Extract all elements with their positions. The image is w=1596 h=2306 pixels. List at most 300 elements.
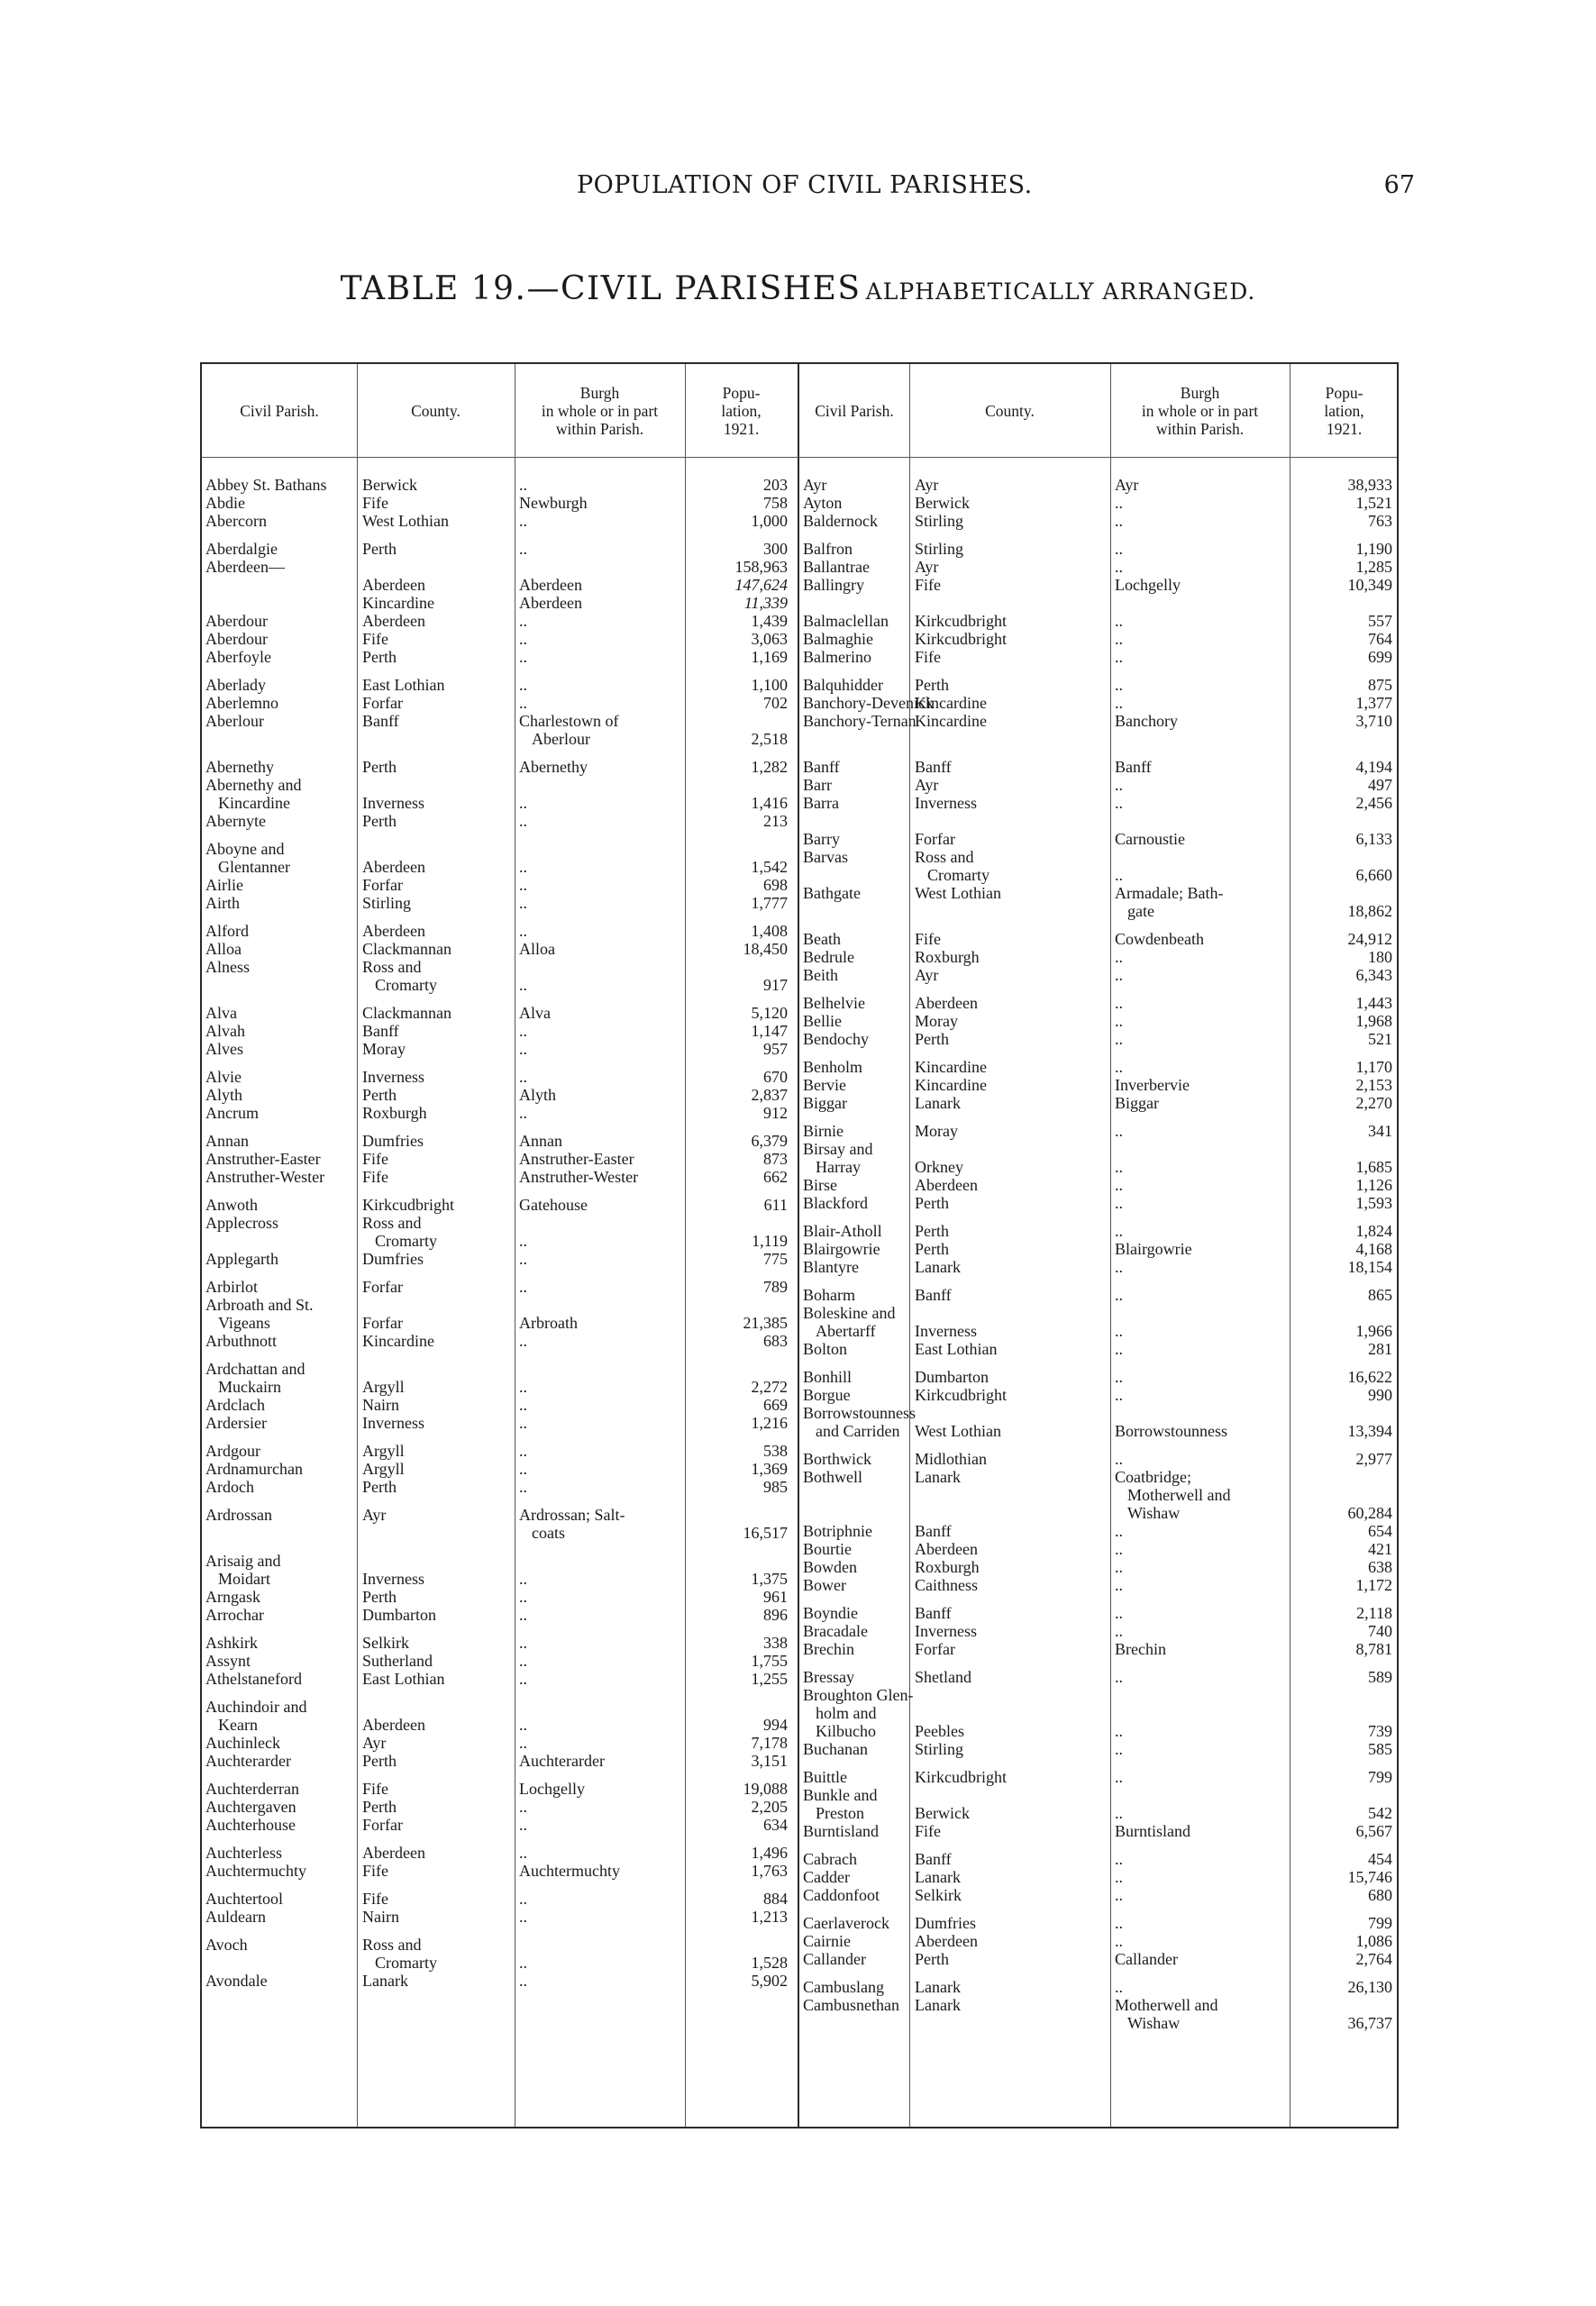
cell-burgh: ..: [1115, 494, 1123, 512]
table-row: [799, 1322, 1399, 1340]
cell-county: Kincardine: [915, 712, 987, 730]
cell-parish: Birse: [803, 1176, 837, 1194]
cell-population: 60,284: [1347, 1504, 1392, 1522]
table-row: [799, 676, 1399, 694]
table-row: [799, 1822, 1399, 1840]
cell-parish: Avoch: [205, 1936, 248, 1954]
table-row: [799, 612, 1399, 630]
cell-burgh: ..: [519, 676, 527, 694]
cell-parish: Ballantrae: [803, 558, 870, 576]
table-row: [202, 1734, 798, 1752]
cell-county: Perth: [362, 1478, 397, 1496]
cell-burgh: Anstruther-Easter: [519, 1150, 634, 1168]
cell-population: 669: [763, 1396, 788, 1414]
cell-population: 19,088: [743, 1780, 788, 1798]
cell-population: 662: [763, 1168, 788, 1186]
cell-population: 1,521: [1355, 494, 1392, 512]
cell-burgh: ..: [1115, 866, 1123, 884]
table-row: [799, 948, 1399, 966]
header-burgh: Burgh in whole or in part within Parish.: [1141, 384, 1259, 438]
cell-county: Moray: [362, 1040, 406, 1058]
cell-parish: Aberdeen—: [205, 558, 285, 576]
table-row: [799, 712, 1399, 730]
cell-parish: Biggar: [803, 1094, 847, 1112]
cell-parish: Vigeans: [218, 1314, 270, 1332]
cell-county: Moray: [915, 1122, 958, 1140]
cell-county: Forfar: [362, 1314, 403, 1332]
cell-burgh: ..: [1115, 1576, 1123, 1594]
cell-population: 764: [1368, 630, 1392, 648]
cell-population: 11,339: [743, 594, 788, 612]
cell-parish: Caerlaverock: [803, 1914, 889, 1932]
cell-burgh: ..: [1115, 1322, 1123, 1340]
cell-population: 875: [1368, 676, 1392, 694]
cell-burgh: ..: [519, 1606, 527, 1624]
cell-parish: Blackford: [803, 1194, 868, 1212]
cell-burgh: ..: [519, 476, 527, 494]
cell-burgh: Lochgelly: [1115, 576, 1181, 594]
cell-burgh: Coatbridge;: [1115, 1468, 1191, 1486]
cell-population: 763: [1368, 512, 1392, 530]
cell-parish: holm and: [816, 1704, 877, 1722]
cell-county: Clackmannan: [362, 1004, 451, 1022]
cell-burgh: ..: [519, 812, 527, 830]
cell-county: Inverness: [915, 794, 977, 812]
cell-parish: Bracadale: [803, 1622, 868, 1640]
cell-county: Clackmannan: [362, 940, 451, 958]
cell-burgh: Aberlour: [532, 730, 590, 748]
table-row: [799, 1304, 1399, 1322]
table-row: [799, 1804, 1399, 1822]
table-row: [799, 1404, 1399, 1422]
cell-burgh: ..: [1115, 558, 1123, 576]
cell-population: 281: [1368, 1340, 1392, 1358]
cell-burgh: ..: [1115, 1258, 1123, 1276]
table-row: [202, 630, 798, 648]
cell-parish: Abertarff: [816, 1322, 876, 1340]
cell-population: 775: [763, 1250, 788, 1268]
table-row: [202, 1104, 798, 1122]
cell-parish: Auchtermuchty: [205, 1862, 306, 1880]
cell-parish: Bonhill: [803, 1368, 853, 1386]
cell-burgh: ..: [1115, 1668, 1123, 1686]
cell-parish: Aberlemno: [205, 694, 278, 712]
cell-population: 1,763: [751, 1862, 788, 1880]
table-row: [799, 512, 1399, 530]
cell-county: Aberdeen: [362, 922, 425, 940]
cell-parish: Bower: [803, 1576, 846, 1594]
table-row: [202, 922, 798, 940]
cell-parish: Cambuslang: [803, 1978, 884, 1996]
cell-burgh: ..: [1115, 1386, 1123, 1404]
table-row: [202, 730, 798, 748]
cell-parish: Preston: [816, 1804, 864, 1822]
table-row: [202, 1168, 798, 1186]
cell-parish: Buchanan: [803, 1740, 868, 1758]
cell-burgh: ..: [519, 630, 527, 648]
table-row: [202, 576, 798, 594]
cell-county: Stirling: [915, 512, 964, 530]
cell-parish: Ardnamurchan: [205, 1460, 303, 1478]
cell-population: 994: [763, 1716, 788, 1734]
cell-county: Ayr: [362, 1506, 387, 1524]
cell-county: Forfar: [362, 876, 403, 894]
cell-parish: Ayton: [803, 494, 843, 512]
cell-parish: Alford: [205, 922, 249, 940]
table-row: [799, 1786, 1399, 1804]
table-row: [799, 1386, 1399, 1404]
table-title-main: TABLE 19.—CIVIL PARISHES: [340, 270, 862, 307]
cell-county: Aberdeen: [915, 1932, 978, 1950]
cell-burgh: ..: [519, 694, 527, 712]
table-row: [202, 1780, 798, 1798]
cell-burgh: ..: [1115, 540, 1123, 558]
cell-parish: Arbirlot: [205, 1278, 258, 1296]
cell-population: 1,369: [751, 1460, 788, 1478]
table-row: [202, 1752, 798, 1770]
cell-parish: Ardrossan: [205, 1506, 272, 1524]
table-row: [202, 1936, 798, 1954]
cell-burgh: ..: [519, 1442, 527, 1460]
parish-table: [200, 362, 1399, 2128]
cell-parish: Annan: [205, 1132, 249, 1150]
cell-county: Forfar: [362, 694, 403, 712]
cell-parish: Applecross: [205, 1214, 278, 1232]
cell-parish: Auchinleck: [205, 1734, 280, 1752]
table-row: [202, 1040, 798, 1058]
cell-population: 957: [763, 1040, 788, 1058]
cell-parish: Barr: [803, 776, 832, 794]
cell-county: Nairn: [362, 1396, 399, 1414]
cell-parish: Boyndie: [803, 1604, 858, 1622]
cell-burgh: ..: [519, 1478, 527, 1496]
cell-burgh: Newburgh: [519, 494, 588, 512]
cell-burgh: Anstruther-Wester: [519, 1168, 639, 1186]
cell-population: 13,394: [1347, 1422, 1392, 1440]
table-row: [202, 512, 798, 530]
cell-burgh: Auchterarder: [519, 1752, 605, 1770]
cell-population: 4,194: [1355, 758, 1392, 776]
header-population: Popu- lation, 1921.: [1324, 384, 1364, 438]
cell-burgh: ..: [519, 1588, 527, 1606]
table-row: [799, 1686, 1399, 1704]
table-row: [799, 576, 1399, 594]
cell-parish: Abernethy: [205, 758, 274, 776]
cell-parish: Aberdalgie: [205, 540, 278, 558]
table-row: [799, 1286, 1399, 1304]
page-header: [180, 171, 1415, 207]
cell-burgh: ..: [1115, 1286, 1123, 1304]
cell-population: 739: [1368, 1722, 1392, 1740]
cell-parish: Abercorn: [205, 512, 267, 530]
table-row: [799, 1704, 1399, 1722]
cell-burgh: Ayr: [1115, 476, 1139, 494]
cell-county: Forfar: [362, 1278, 403, 1296]
cell-county: Perth: [362, 1798, 397, 1816]
cell-county: Forfar: [915, 1640, 955, 1658]
table-row: [202, 648, 798, 666]
cell-parish: Ashkirk: [205, 1634, 258, 1652]
cell-county: Perth: [915, 1240, 949, 1258]
cell-burgh: Callander: [1115, 1950, 1178, 1968]
cell-population: 1,213: [751, 1908, 788, 1926]
cell-county: Cromarty: [927, 866, 990, 884]
cell-parish: Bressay: [803, 1668, 854, 1686]
cell-population: 1,169: [751, 648, 788, 666]
cell-county: Ross and: [362, 1936, 422, 1954]
cell-parish: Arbroath and St.: [205, 1296, 314, 1314]
cell-burgh: Lochgelly: [519, 1780, 585, 1798]
cell-burgh: ..: [519, 1670, 527, 1688]
table-row: [202, 1414, 798, 1432]
cell-burgh: ..: [1115, 1558, 1123, 1576]
table-row: [799, 1886, 1399, 1904]
cell-county: Kirkcudbright: [362, 1196, 454, 1214]
cell-burgh: Arbroath: [519, 1314, 578, 1332]
cell-county: East Lothian: [362, 1670, 445, 1688]
table-row: [799, 2014, 1399, 2032]
table-row: [202, 1862, 798, 1880]
cell-burgh: Ardrossan; Salt-: [519, 1506, 625, 1524]
cell-burgh: ..: [519, 1332, 527, 1350]
cell-population: 6,660: [1355, 866, 1392, 884]
cell-county: Dumfries: [362, 1132, 424, 1150]
cell-burgh: ..: [519, 922, 527, 940]
cell-county: East Lothian: [362, 676, 445, 694]
cell-county: Roxburgh: [915, 1558, 980, 1576]
table-title-sub: ALPHABETICALLY ARRANGED.: [865, 278, 1256, 305]
cell-population: 634: [763, 1816, 788, 1834]
cell-parish: Kincardine: [218, 794, 290, 812]
cell-parish: Balmaclellan: [803, 612, 889, 630]
cell-parish: Bowden: [803, 1558, 857, 1576]
cell-parish: Auchindoir and: [205, 1698, 307, 1716]
cell-county: Lanark: [915, 1468, 961, 1486]
cell-county: Perth: [362, 648, 397, 666]
cell-population: 341: [1368, 1122, 1392, 1140]
cell-parish: Borgue: [803, 1386, 851, 1404]
cell-population: 758: [763, 494, 788, 512]
cell-county: Forfar: [915, 830, 955, 848]
cell-burgh: ..: [519, 648, 527, 666]
table-row: [799, 1722, 1399, 1740]
cell-burgh: ..: [519, 1734, 527, 1752]
cell-population: 1,170: [1355, 1058, 1392, 1076]
cell-population: 1,282: [751, 758, 788, 776]
cell-county: Lanark: [915, 1996, 961, 2014]
table-row: [799, 1140, 1399, 1158]
cell-county: Fife: [362, 1168, 388, 1186]
cell-parish: and Carriden: [816, 1422, 900, 1440]
table-row: [202, 1314, 798, 1332]
table-row: [202, 1196, 798, 1214]
cell-county: Berwick: [915, 1804, 970, 1822]
cell-county: Inverness: [915, 1322, 977, 1340]
cell-burgh: ..: [1115, 676, 1123, 694]
cell-burgh: coats: [532, 1524, 565, 1542]
table-row: [799, 730, 1399, 748]
cell-burgh: ..: [1115, 994, 1123, 1012]
cell-county: Fife: [362, 1890, 388, 1908]
cell-parish: Blair-Atholl: [803, 1222, 882, 1240]
cell-burgh: ..: [1115, 1450, 1123, 1468]
cell-county: Perth: [362, 1752, 397, 1770]
cell-county: Ayr: [362, 1734, 387, 1752]
table-row: [799, 558, 1399, 576]
cell-county: Lanark: [915, 1258, 961, 1276]
cell-burgh: ..: [519, 1798, 527, 1816]
cell-population: 680: [1368, 1886, 1392, 1904]
cell-parish: Bunkle and: [803, 1786, 878, 1804]
cell-county: Cromarty: [375, 976, 437, 994]
cell-population: 180: [1368, 948, 1392, 966]
cell-population: 1,147: [751, 1022, 788, 1040]
cell-population: 16,517: [743, 1524, 788, 1542]
cell-population: 1,285: [1355, 558, 1392, 576]
cell-parish: Boharm: [803, 1286, 855, 1304]
table-row: [202, 1232, 798, 1250]
cell-burgh: ..: [519, 540, 527, 558]
table-row: [799, 1932, 1399, 1950]
cell-parish: Kearn: [218, 1716, 258, 1734]
cell-burgh: Armadale; Bath-: [1115, 884, 1224, 902]
cell-county: Argyll: [362, 1378, 405, 1396]
table-row: [799, 1450, 1399, 1468]
cell-burgh: ..: [519, 976, 527, 994]
cell-population: 542: [1368, 1804, 1392, 1822]
cell-population: 799: [1368, 1914, 1392, 1932]
cell-parish: Beath: [803, 930, 841, 948]
cell-burgh: ..: [519, 1414, 527, 1432]
cell-burgh: Wishaw: [1127, 2014, 1181, 2032]
cell-county: Roxburgh: [362, 1104, 427, 1122]
cell-burgh: ..: [1115, 1368, 1123, 1386]
cell-population: 1,216: [751, 1414, 788, 1432]
table-row: [202, 1250, 798, 1268]
cell-parish: Anwoth: [205, 1196, 258, 1214]
table-row: [799, 1468, 1399, 1486]
table-row: [799, 594, 1399, 612]
table-row: [799, 1668, 1399, 1686]
cell-county: Orkney: [915, 1158, 963, 1176]
cell-population: 912: [763, 1104, 788, 1122]
cell-burgh: Alloa: [519, 940, 555, 958]
cell-burgh: ..: [519, 512, 527, 530]
cell-burgh: ..: [1115, 1914, 1123, 1932]
cell-burgh: ..: [1115, 1012, 1123, 1030]
table-row: [799, 1076, 1399, 1094]
table-row: [202, 594, 798, 612]
cell-parish: Avondale: [205, 1972, 268, 1990]
cell-population: 2,837: [751, 1086, 788, 1104]
cell-parish: Aberfoyle: [205, 648, 271, 666]
cell-burgh: ..: [1115, 1604, 1123, 1622]
cell-population: 10,349: [1347, 576, 1392, 594]
cell-parish: Alyth: [205, 1086, 243, 1104]
cell-burgh: Aberdeen: [519, 576, 582, 594]
cell-county: East Lothian: [915, 1340, 998, 1358]
cell-county: Perth: [362, 1086, 397, 1104]
cell-population: 8,781: [1355, 1640, 1392, 1658]
cell-population: 1,496: [751, 1844, 788, 1862]
cell-parish: Bourtie: [803, 1540, 852, 1558]
cell-county: Inverness: [362, 1414, 424, 1432]
cell-population: 1,443: [1355, 994, 1392, 1012]
cell-parish: Ardgour: [205, 1442, 260, 1460]
cell-parish: Alva: [205, 1004, 237, 1022]
table-row: [202, 1378, 798, 1396]
table-row: [799, 1258, 1399, 1276]
cell-parish: Aberlady: [205, 676, 266, 694]
cell-burgh: ..: [1115, 1978, 1123, 1996]
cell-parish: Balquhidder: [803, 676, 883, 694]
cell-parish: Balmaghie: [803, 630, 873, 648]
cell-population: 2,518: [751, 730, 788, 748]
cell-burgh: Alyth: [519, 1086, 557, 1104]
cell-county: Aberdeen: [362, 1716, 425, 1734]
cell-parish: Belhelvie: [803, 994, 865, 1012]
cell-population: 36,737: [1347, 2014, 1392, 2032]
cell-population: 26,130: [1347, 1978, 1392, 1996]
cell-burgh: ..: [1115, 612, 1123, 630]
cell-population: 698: [763, 876, 788, 894]
table-row: [799, 1576, 1399, 1594]
cell-population: 865: [1368, 1286, 1392, 1304]
cell-burgh: Motherwell and: [1115, 1996, 1218, 2014]
cell-county: Stirling: [915, 1740, 964, 1758]
cell-population: 585: [1368, 1740, 1392, 1758]
cell-parish: Arbuthnott: [205, 1332, 277, 1350]
cell-population: 2,456: [1355, 794, 1392, 812]
cell-parish: Bendochy: [803, 1030, 869, 1048]
cell-burgh: ..: [519, 1396, 527, 1414]
cell-parish: Botriphnie: [803, 1522, 872, 1540]
cell-county: Lanark: [915, 1094, 961, 1112]
cell-county: Ross and: [362, 1214, 422, 1232]
cell-population: 1,000: [751, 512, 788, 530]
table-title: [0, 270, 1596, 307]
cell-parish: Alvah: [205, 1022, 245, 1040]
cell-burgh: ..: [519, 1022, 527, 1040]
table-row: [799, 776, 1399, 794]
table-row: [799, 1540, 1399, 1558]
cell-county: Perth: [915, 1030, 949, 1048]
cell-population: 5,902: [751, 1972, 788, 1990]
table-row: [799, 1176, 1399, 1194]
cell-population: 2,270: [1355, 1094, 1392, 1112]
table-row: [799, 494, 1399, 512]
cell-county: Forfar: [362, 1816, 403, 1834]
table-row: [202, 1606, 798, 1624]
table-row: [202, 858, 798, 876]
cell-county: Lanark: [915, 1868, 961, 1886]
cell-population: 6,567: [1355, 1822, 1392, 1840]
table-row: [799, 1914, 1399, 1932]
cell-county: Fife: [915, 1822, 941, 1840]
cell-county: Inverness: [362, 1068, 424, 1086]
table-row: [799, 1558, 1399, 1576]
table-row: [799, 1522, 1399, 1540]
cell-population: 2,205: [751, 1798, 788, 1816]
table-row: [799, 1222, 1399, 1240]
cell-burgh: ..: [1115, 1122, 1123, 1140]
cell-population: 1,126: [1355, 1176, 1392, 1194]
cell-population: 18,154: [1347, 1258, 1392, 1276]
cell-parish: Birsay and: [803, 1140, 873, 1158]
table-row: [799, 866, 1399, 884]
cell-population: 1,685: [1355, 1158, 1392, 1176]
cell-county: Kincardine: [915, 694, 987, 712]
